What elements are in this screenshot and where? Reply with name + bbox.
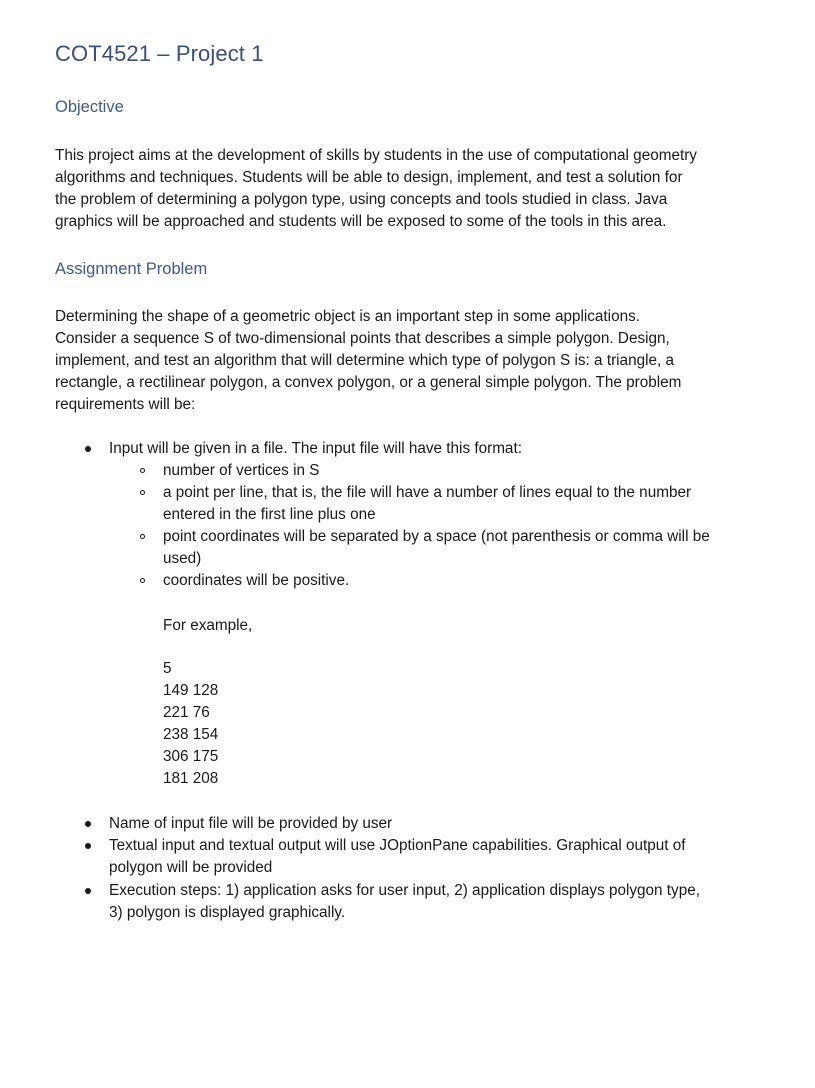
objective-heading: Objective [55, 98, 124, 116]
paragraph-line: rectangle, a rectilinear polygon, a convex polygon, or a general simple polygon. The problem [55, 374, 682, 391]
bullet-dot-icon [85, 843, 91, 849]
paragraph-line: This project aims at the development of skills by students in the use of computational geometry [55, 147, 697, 164]
paragraph-line: graphics will be approached and students will be exposed to some of the tools in this area. [55, 213, 667, 230]
subitem-line: a point per line, that is, the file will have a number of lines equal to the number [163, 484, 692, 501]
paragraph-line: Consider a sequence S of two-dimensional points that describes a simple polygon. Design, [55, 330, 670, 347]
example-line: 306 175 [163, 748, 219, 765]
bullet-line: Name of input file will be provided by user [109, 815, 393, 832]
subitem-line: point coordinates will be separated by a space (not parenthesis or comma will be [163, 528, 710, 545]
example-line: 221 76 [163, 704, 210, 721]
assignment-paragraph [55, 306, 765, 416]
bullet-line: polygon will be provided [109, 859, 273, 876]
paragraph-line: the problem of determining a polygon type, using concepts and tools studied in class. Java [55, 191, 668, 208]
bullet-dot-icon [85, 888, 91, 894]
bullet-line: Input will be given in a file. The input file will have this format: [109, 440, 522, 457]
example-line: 238 154 [163, 726, 219, 743]
subitem-line: entered in the first line plus one [163, 506, 376, 523]
document-title: COT4521 – Project 1 [55, 41, 264, 66]
subitem-line: used) [163, 550, 202, 567]
bullet-dot-icon [85, 446, 91, 452]
example-line: 181 208 [163, 770, 219, 787]
bullet-line: Execution steps: 1) application asks for user input, 2) application displays polygon type, [109, 882, 700, 899]
paragraph-line: Determining the shape of a geometric object is an important step in some applications. [55, 308, 640, 325]
hollow-bullet-icon [140, 534, 145, 539]
example-label: For example, [163, 617, 253, 634]
subitem-line: number of vertices in S [163, 462, 320, 479]
example-line: 5 [163, 660, 172, 677]
hollow-bullet-icon [140, 468, 145, 473]
paragraph-line: algorithms and techniques. Students will be able to design, implement, and test a solution for [55, 169, 683, 186]
bullet-line: 3) polygon is displayed graphically. [109, 904, 346, 921]
objective-paragraph [55, 145, 765, 233]
bullet-dot-icon [85, 821, 91, 827]
hollow-bullet-icon [140, 490, 145, 495]
subitem-line: coordinates will be positive. [163, 572, 350, 589]
paragraph-line: requirements will be: [55, 396, 196, 413]
hollow-bullet-icon [140, 578, 145, 583]
assignment-heading: Assignment Problem [55, 260, 208, 278]
paragraph-line: implement, and test an algorithm that will determine which type of polygon S is: a triangle, a [55, 352, 674, 369]
bullet-line: Textual input and textual output will use JOptionPane capabilities. Graphical output of [109, 837, 686, 854]
example-line: 149 128 [163, 682, 219, 699]
